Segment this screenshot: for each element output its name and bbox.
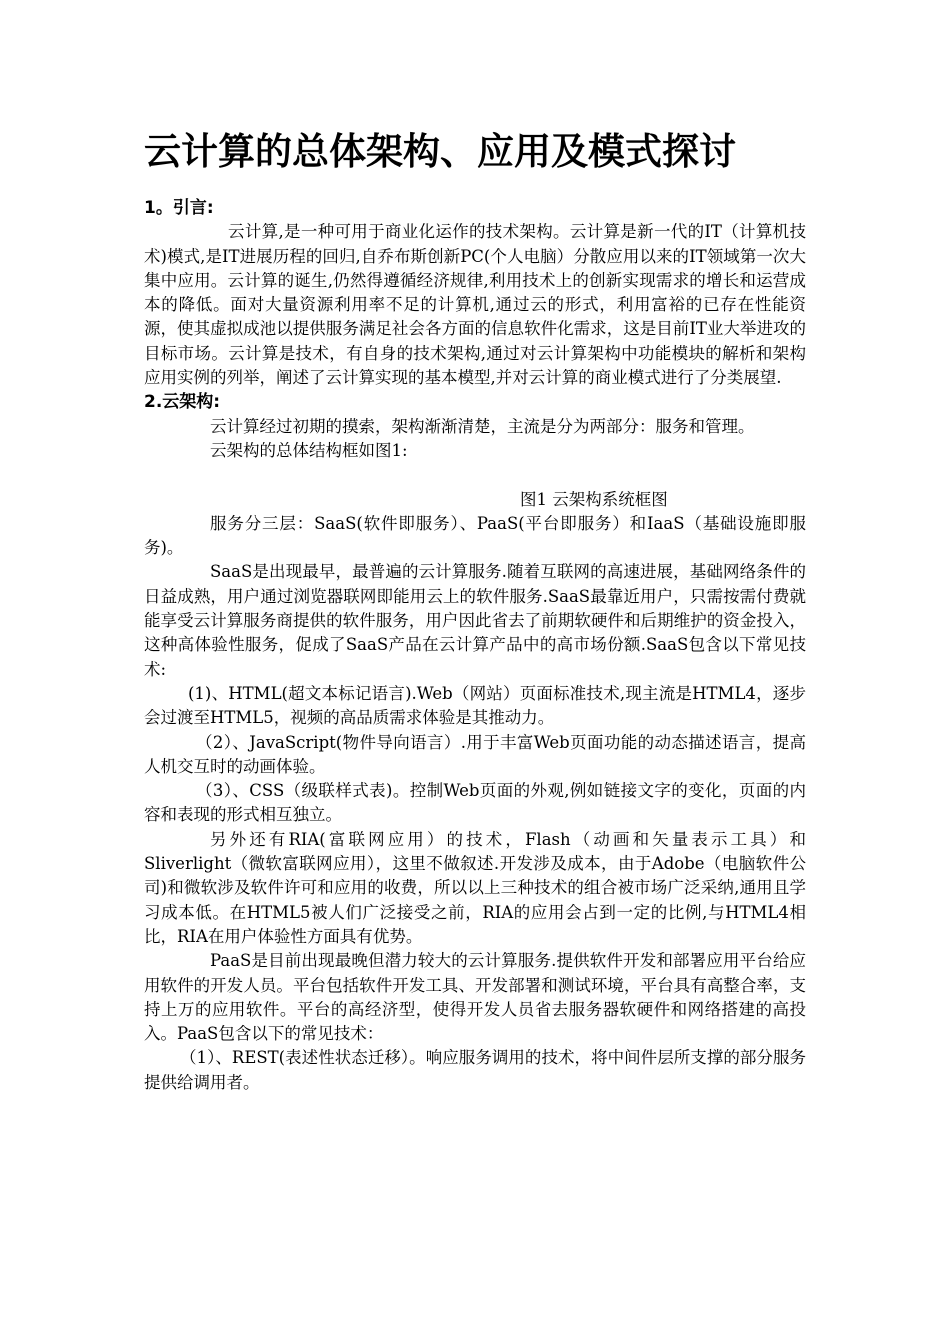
section-heading-architecture: 2.云架构: [144, 392, 221, 413]
paragraph-rest: （1）、REST(表述性状态迁移）。响应服务调用的技术，将中间件层所支撑的部分服务提供给调用者。 [144, 1048, 806, 1092]
paragraph-html: (1)、HTML(超文本标记语言).Web（网站）页面标准技术,现主流是HTML4，逐步会过渡至HTML5，视频的高品质需求体验是其推动力。 [144, 683, 806, 728]
document-title: 云计算的总体架构、应用及模式探讨 [144, 130, 736, 173]
section-heading-intro: 1。引言: [144, 198, 214, 218]
paragraph-service-layers: 服务分三层：SaaS(软件即服务）、PaaS(平台即服务）和IaaS（基础设施即服务)。 [144, 513, 806, 558]
document-body [144, 196, 806, 1095]
paragraph-saas: SaaS是出现最早，最普遍的云计算服务.随着互联网的高速进展，基础网络条件的日益成熟，用户通过浏览器联网即能用云上的软件服务.SaaS最靠近用户，只需按需付费就能享受云计算服务商提供的软件服务，用户因此省去了前期软硬件和后期维护的资金投入，这种高体验性服务，促成了SaaS产品在云计算产品中的高市场份额.SaaS包含以下常见技术: [144, 562, 806, 679]
figure-caption: 图1 云架构系统框图 [520, 489, 668, 509]
figure-placeholder [144, 463, 806, 487]
paragraph-intro: 云计算,是一种可用于商业化运作的技术架构。云计算是新一代的IT（计算机技术)模式,是IT进展历程的回归,自乔布斯创新PC(个人电脑）分散应用以来的IT领域第一次大集中应用。云计算的诞生,仍然得遵循经济规律,利用技术上的创新实现需求的增长和运营成本的降低。面对大量资源利用率不足的计算机,通过云的形式，利用富裕的已存在性能资源，使其虚拟成池以提供服务满足社会各方面的信息软件化需求，这是目前IT业大举进攻的目标市场。云计算是技术，有自身的技术架构,通过对云计算架构中功能模块的解析和架构应用实例的列举，阐述了云计算实现的基本模型,并对云计算的商业模式进行了分类展望. [144, 222, 806, 388]
paragraph-architecture-overview: 云计算经过初期的摸索，架构渐渐清楚，主流是分为两部分：服务和管理。 [210, 416, 755, 436]
paragraph-css: （3）、CSS（级联样式表)。控制Web页面的外观,例如链接文字的变化，页面的内容和表现的形式相互独立。 [144, 781, 806, 825]
paragraph-javascript: （2）、JavaScript(物件导向语言）.用于丰富Web页面功能的动态描述语言，提高人机交互时的动画体验。 [144, 732, 806, 776]
paragraph-paas: PaaS是目前出现最晚但潜力较大的云计算服务.提供软件开发和部署应用平台给应用软件的开发人员。平台包括软件开发工具、开发部署和测试环境，平台具有高整合率，支持上万的应用软件。平台的高经济型，使得开发人员省去服务器软硬件和网络搭建的高投入。PaaS包含以下的常见技术： [144, 951, 806, 1044]
paragraph-architecture-figure-ref: 云架构的总体结构框如图1: [210, 440, 408, 460]
paragraph-ria: 另外还有RIA(富联网应用）的技术，Flash（动画和矢量表示工具）和Sliverlight（微软富联网应用），这里不做叙述.开发涉及成本，由于Adobe（电脑软件公司)和微软涉及软件许可和应用的收费，所以以上三种技术的组合被市场广泛采纳,通用且学习成本低。在HTML5被人们广泛接受之前，RIA的应用会占到一定的比例,与HTML4相比，RIA在用户体验性方面具有优势。 [144, 829, 806, 946]
